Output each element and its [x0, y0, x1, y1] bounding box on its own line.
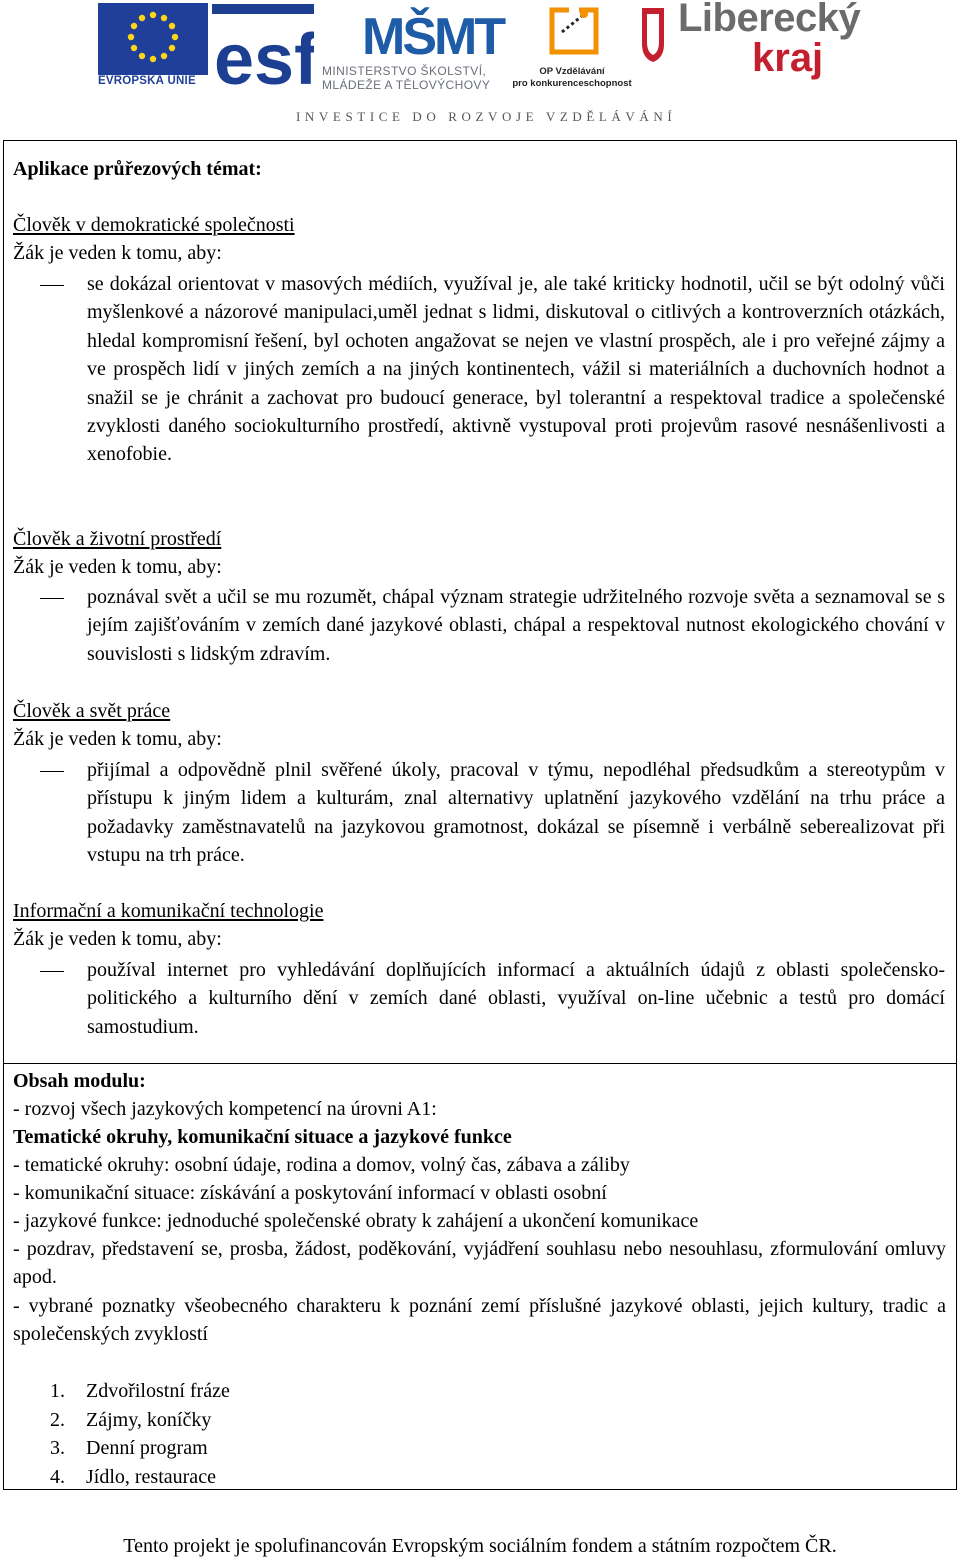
- tagline: INVESTICE DO ROZVOJE VZDĚLÁVÁNÍ: [296, 109, 677, 124]
- section-text-environment: poznával svět a učil se mu rozumět, chápal význam strategie udržitelného rozvoje světa a seznamoval se s jejím zajišťováním v zemích dané jazykové oblasti, chápal a respektoval nutnost ekologického chování v souvislosti s lidským zdravím.: [87, 586, 945, 665]
- module-line: - komunikační situace: získávání a poskytování informací v oblasti osobní: [13, 1182, 607, 1204]
- list-item: 3. Denní program: [50, 1437, 208, 1459]
- module-line: - pozdrav, představení se, prosba, žádost, poděkování, vyjádření souhlasu nebo nesouhlasu, zformulování omluvy apod.: [13, 1238, 946, 1289]
- section-intro: Žák je veden k tomu, aby:: [13, 556, 222, 578]
- footer-text: Tento projekt je spolufinancován Evropským sociálním fondem a státním rozpočtem ČR.: [123, 1535, 837, 1557]
- list-dash: [40, 771, 64, 772]
- section-intro: Žák je veden k tomu, aby:: [13, 728, 222, 750]
- section-text-democracy: se dokázal orientovat v masových médiích, využíval je, ale také kriticky hodnotil, učil se být odolný vůči myšlenkové a názorové manipulaci,uměl jednat s lidmi, diskutoval o citlivých a kontroverzních otázkách, hledal kompromisní řešení, byl ochoten angažovat se nejen ve vlastní prospěch, ale i pro veřejné zájmy a ve prospěch lidí v jiných zemích a na jiných kontinentech, vážil si materiálních a duchovních hodnot a snažil se je chránit a zachovat pro budoucí generace, byl tolerantní a respektoval tradice a společenské zvyklosti daného sociokulturního prostředí, aktivně vystupoval proti projevům rasové nesnášenlivosti a xenofobie.: [87, 273, 945, 466]
- lk-emblem-icon: [636, 4, 676, 64]
- op-arrow-icon: [512, 2, 632, 64]
- content-box: [3, 140, 957, 1490]
- section-text-work: přijímal a odpovědně plnil svěřené úkoly, pracoval v týmu, nepodléhal předsudkům a stereotypům v přístupu k jiným lidem a kulturám, znal alternativy uplatnění jazykového vzdělání na trhu práce a požadavky zaměstnavatelů na jazykovou gramotnost, dokázal se písemně i verbálně seberealizovat při vstupu na trh práce.: [87, 759, 945, 867]
- list-item: 4. Jídlo, restaurace: [50, 1466, 216, 1488]
- op-vzdelavani-logo: [512, 2, 632, 94]
- eu-flag-logo: [98, 3, 208, 75]
- module-line: - jazykové funkce: jednoduché společenské obraty k zahájení a ukončení komunikace: [13, 1210, 699, 1232]
- lk-name-line-2: kraj: [752, 36, 824, 80]
- page-header: [0, 0, 960, 130]
- section-intro: Žák je veden k tomu, aby:: [13, 242, 222, 264]
- list-item: 2. Zájmy, koníčky: [50, 1409, 212, 1431]
- esf-text: esf: [214, 20, 314, 88]
- section-title: Aplikace průřezových témat:: [13, 158, 262, 180]
- msmt-logo: [322, 0, 512, 95]
- esf-logo: [212, 4, 314, 88]
- eu-stars-icon: [98, 3, 208, 75]
- list-dash: [40, 971, 64, 972]
- module-title: Obsah modulu:: [13, 1070, 146, 1092]
- liberecky-kraj-logo: [636, 0, 866, 88]
- module-line: - vybrané poznatky všeobecného charakteru k poznání zemí příslušné jazykové oblasti, jejich kultury, tradic a společenských zvyklostí: [13, 1295, 946, 1346]
- msmt-line-1: MINISTERSTVO ŠKOLSTVÍ,: [322, 64, 487, 78]
- list-item: 1. Zdvořilostní fráze: [50, 1380, 230, 1402]
- msmt-line-2: MLÁDEŽE A TĚLOVÝCHOVY: [322, 78, 491, 92]
- section-intro: Žák je veden k tomu, aby:: [13, 928, 222, 950]
- op-line-1: OP Vzdělávání: [539, 66, 605, 77]
- msmt-text: MŠMT: [362, 8, 504, 64]
- section-text-ict: používal internet pro vyhledávání doplňujících informací a aktuálních údajů z oblasti společensko-politického a kulturního dění v zemích dané oblasti, využíval on-line učebnic a testů pro domácí samostudium.: [87, 959, 945, 1038]
- module-line: - tematické okruhy: osobní údaje, rodina a domov, volný čas, zábava a záliby: [13, 1154, 630, 1176]
- lk-name-line-1: Liberecký: [678, 0, 861, 40]
- section-heading-ict: Informační a komunikační technologie: [13, 900, 324, 922]
- section-heading-work: Člověk a svět práce: [13, 700, 171, 722]
- eu-label: EVROPSKÁ UNIE: [98, 75, 196, 87]
- list-dash: [40, 598, 64, 599]
- op-line-2: pro konkurenceschopnost: [512, 78, 632, 89]
- divider: [4, 1063, 956, 1064]
- module-subtitle: Tematické okruhy, komunikační situace a jazykové funkce: [13, 1126, 512, 1148]
- module-line: - rozvoj všech jazykových kompetencí na úrovni A1:: [13, 1098, 437, 1120]
- section-heading-democracy: Člověk v demokratické společnosti: [13, 214, 295, 236]
- section-heading-environment: Člověk a životní prostředí: [13, 528, 222, 550]
- list-dash: [40, 285, 64, 286]
